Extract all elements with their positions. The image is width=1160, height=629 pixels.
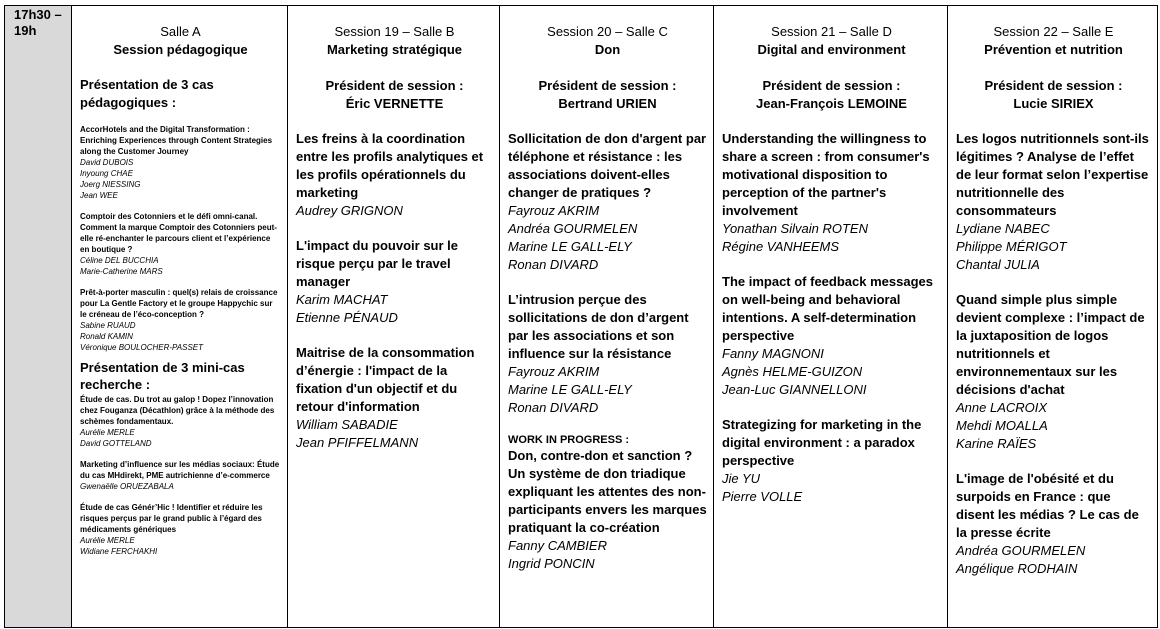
paper-item	[956, 291, 1151, 453]
paper-author: Lydiane NABEC	[956, 221, 1050, 236]
session-room: Session 21 – Salle D	[771, 24, 892, 39]
paper-author: Ronan DIVARD	[508, 400, 599, 415]
paper-item	[508, 130, 707, 274]
paper-author: Marine LE GALL-ELY	[508, 239, 632, 254]
paper-author: Marie-Catherine MARS	[80, 267, 163, 276]
paper-title: L’intrusion perçue des sollicitations de don d’argent par les associations et son influence sur la résistance	[508, 292, 689, 361]
paper-item	[722, 273, 941, 399]
session-title: Prévention et nutrition	[984, 42, 1123, 57]
paper-title: Understanding the willingness to share a screen : from consumer's motivational disposition to perception of the partner's involvement	[722, 131, 930, 218]
paper-author: Agnès HELME-GUIZON	[722, 364, 863, 379]
paper-author: Ronan DIVARD	[508, 257, 599, 272]
schedule-table	[4, 5, 1158, 628]
schedule-row	[5, 6, 1158, 628]
paper-author: Marine LE GALL-ELY	[508, 382, 632, 397]
session-room: Session 22 – Salle E	[993, 24, 1114, 39]
paper-title: Comptoir des Cotonniers et le défi omni-canal. Comment la marque Comptoir des Cotonniers peut-elle ré-enchanter le parcours client et l’expérience en boutique ?	[80, 212, 277, 254]
session-president	[722, 77, 941, 113]
paper-author: Widiane FERCHAKHI	[80, 547, 158, 556]
session-title: Marketing stratégique	[326, 42, 463, 57]
paper-item	[80, 124, 281, 201]
paper-title: Les freins à la coordination entre les profils analytiques et les profils opérationnels du marketing	[296, 131, 484, 200]
paper-item	[956, 130, 1151, 274]
paper-item	[80, 459, 281, 492]
paper-author: Yonathan Silvain ROTEN	[722, 221, 868, 236]
president-label: Président de session :	[984, 78, 1123, 93]
president-name: Jean-François LEMOINE	[756, 96, 907, 111]
paper-author: Céline DEL BUCCHIA	[80, 256, 159, 265]
paper-author: Karine RAÏES	[956, 436, 1037, 451]
paper-title: Marketing d’influence sur les médias sociaux: Étude du cas MHdirekt, PME autrichienne d’e-commerce	[80, 460, 280, 480]
president-label: Président de session :	[538, 78, 677, 93]
paper-list	[296, 130, 493, 452]
paper-title: Maitrise de la consommation d’énergie : l'impact de la fixation d'un objectif et du retour d'information	[296, 345, 475, 414]
paper-title: Strategizing for marketing in the digital environment : a paradox perspective	[722, 417, 922, 468]
paper-title: AccorHotels and the Digital Transformation : Enriching Experiences through Content Strategies along the Customer Journey	[80, 125, 273, 156]
paper-item	[508, 447, 707, 573]
paper-author: David GOTTELAND	[80, 439, 152, 448]
session-header	[296, 6, 493, 59]
paper-item	[296, 237, 493, 327]
paper-author: Véronique BOULOCHER-PASSET	[80, 343, 204, 352]
paper-author: Fanny CAMBIER	[508, 538, 607, 553]
paper-title: Don, contre-don et sanction ? Un système de don triadique expliquant les attentes des non-participants envers les marques pratiquant la co-création	[508, 448, 707, 535]
session-cell-19	[288, 6, 500, 628]
paper-item	[956, 470, 1151, 578]
session-room: Session 19 – Salle B	[334, 24, 455, 39]
paper-author: Régine VANHEEMS	[722, 239, 840, 254]
paper-item	[296, 344, 493, 452]
paper-list	[80, 124, 281, 353]
paper-item	[80, 211, 281, 277]
paper-author: Fayrouz AKRIM	[508, 364, 600, 379]
paper-item	[296, 130, 493, 220]
work-in-progress-label: WORK IN PROGRESS :	[508, 434, 630, 446]
session-cell-21	[714, 6, 948, 628]
paper-author: Ronald KAMIN	[80, 332, 133, 341]
paper-author: Jean PFIFFELMANN	[296, 435, 419, 450]
paper-author: Inyoung CHAE	[80, 169, 133, 178]
paper-author: Jean-Luc GIANNELLONI	[722, 382, 867, 397]
paper-author: Chantal JULIA	[956, 257, 1040, 272]
paper-list	[956, 130, 1151, 578]
paper-author: Sabine RUAUD	[80, 321, 136, 330]
session-president	[956, 77, 1151, 113]
paper-title: Prêt-à-porter masculin : quel(s) relais de croissance pour La Gentle Factory et le groupe Happychic sur le créneau de l’éco-conception ?	[80, 288, 278, 319]
president-name: Éric VERNETTE	[345, 96, 444, 111]
paper-author: Gwenaëlle ORUEZABALA	[80, 482, 174, 491]
paper-author: Jie YU	[722, 471, 761, 486]
paper-author: Fanny MAGNONI	[722, 346, 824, 361]
session-header	[722, 6, 941, 59]
paper-author: William SABADIE	[296, 417, 398, 432]
paper-author: David DUBOIS	[80, 158, 134, 167]
paper-author: Angélique RODHAIN	[956, 561, 1078, 576]
president-name: Lucie SIRIEX	[1013, 96, 1094, 111]
paper-item	[80, 287, 281, 353]
paper-title: The impact of feedback messages on well-being and behavioral intentions. A self-determination perspective	[722, 274, 933, 343]
paper-item	[722, 416, 941, 506]
paper-author: Aurélie MERLE	[80, 428, 135, 437]
paper-author: Aurélie MERLE	[80, 536, 135, 545]
paper-item	[508, 291, 707, 417]
session-title: Digital and environment	[757, 42, 906, 57]
paper-title: L'image de l'obésité et du surpoids en France : que disent les médias ? Le cas de la presse écrite	[956, 471, 1139, 540]
paper-author: Philippe MÉRIGOT	[956, 239, 1067, 254]
session-room: Session 20 – Salle C	[547, 24, 668, 39]
session-president	[296, 77, 493, 113]
paper-item	[80, 394, 281, 449]
president-name: Bertrand URIEN	[558, 96, 657, 111]
session-cell-20	[500, 6, 714, 628]
session-cell-a	[72, 6, 288, 628]
paper-item	[80, 502, 281, 557]
paper-author: Andréa GOURMELEN	[956, 543, 1086, 558]
session-room: Salle A	[160, 24, 201, 39]
paper-list	[80, 394, 281, 557]
paper-author: Karim MACHAT	[296, 292, 388, 307]
session-cell-22	[948, 6, 1158, 628]
paper-author: Audrey GRIGNON	[296, 203, 403, 218]
session-title: Session pédagogique	[113, 42, 248, 57]
paper-title: Les logos nutritionnels sont-ils légitimes ? Analyse de l’effet de leur format selon l’expertise nutritionnelle des consommateurs	[956, 131, 1149, 218]
paper-title: Sollicitation de don d'argent par téléphone et résistance : les associations doivent-elles changer de pratiques ?	[508, 131, 707, 200]
paper-author: Anne LACROIX	[956, 400, 1048, 415]
paper-title: Quand simple plus simple devient complexe : l’impact de la juxtaposition de logos nutritionnels et environnementaux sur les décisions d'achat	[956, 292, 1145, 397]
paper-title: Étude de cas. Du trot au galop ! Dopez l’innovation chez Fouganza (Décathlon) grâce à la méthode des schèmes fondamentaux.	[80, 395, 275, 426]
paper-author: Joerg NIESSING	[80, 180, 141, 189]
paper-title: Étude de cas Génér’Hic ! Identifier et réduire les risques perçus par le grand public à l’égard des médicaments génériques	[80, 503, 263, 534]
paper-item	[722, 130, 941, 256]
session-title: Don	[594, 42, 621, 57]
paper-author: Ingrid PONCIN	[508, 556, 595, 571]
session-header	[508, 6, 707, 59]
paper-author: Jean WEE	[80, 191, 118, 200]
president-label: Président de session :	[325, 78, 464, 93]
session-intro: Présentation de 3 mini-cas recherche :	[80, 360, 245, 392]
paper-author: Fayrouz AKRIM	[508, 203, 600, 218]
time-slot-cell	[5, 6, 72, 628]
paper-author: Etienne PÉNAUD	[296, 310, 398, 325]
session-intro: Présentation de 3 cas pédagogiques :	[80, 77, 214, 110]
president-label: Président de session :	[762, 78, 901, 93]
paper-list	[722, 130, 941, 506]
paper-author: Mehdi MOALLA	[956, 418, 1048, 433]
paper-author: Andréa GOURMELEN	[508, 221, 638, 236]
paper-list	[508, 130, 707, 417]
paper-author: Pierre VOLLE	[722, 489, 803, 504]
session-header	[956, 6, 1151, 59]
session-header	[80, 6, 281, 59]
session-president	[508, 77, 707, 113]
time-slot-label: 17h30 – 19h	[14, 7, 62, 38]
paper-title: L'impact du pouvoir sur le risque perçu par le travel manager	[296, 238, 458, 289]
